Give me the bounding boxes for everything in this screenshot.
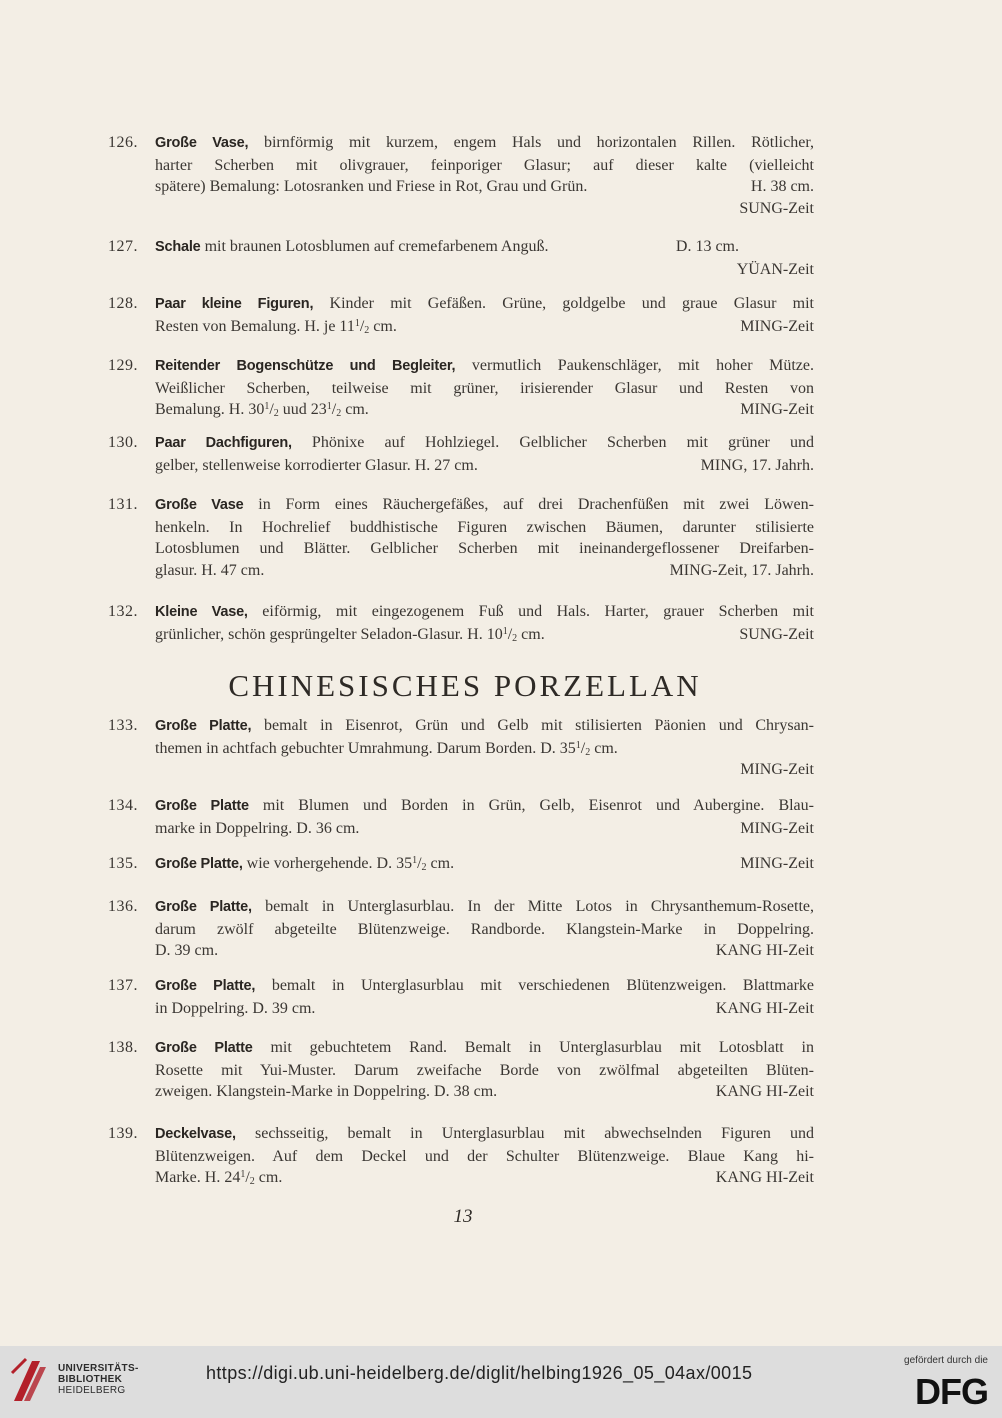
entry-text (155, 975, 814, 1019)
item-title: Große Platte, (155, 899, 252, 915)
fraction-half: $^1/_2$ (575, 739, 591, 758)
entry-text (155, 132, 814, 219)
dating-or-size: SUNG-Zeit (739, 625, 814, 643)
entry-line (155, 1146, 814, 1168)
entry-line (155, 624, 814, 646)
entry-text (155, 1037, 814, 1103)
line-text: Lotosblumen und Blätter. Gelblicher Scherben mit ineinandergeflossener Dreifarben- (155, 540, 814, 557)
entry-number: 134. (108, 797, 138, 814)
line-text: henkeln. In Hochrelief buddhistische Figuren zwischen Bäumen, darunter stilisierte (155, 518, 814, 536)
line-text: Große Platte, bemalt in Eisenrot, Grün und Gelb mit stilisierten Päonien und Chrysan- (155, 717, 815, 734)
line-text: Paar kleine Figuren, Kinder mit Gefäßen. Grüne, goldgelbe und graue Glasur mit (155, 295, 814, 312)
entry-number: 131. (108, 496, 138, 513)
entry-line (155, 293, 814, 316)
line-text: Große Platte mit Blumen und Borden in Grün, Gelb, Eisenrot und Aubergine. Blau- (155, 797, 814, 814)
line-text: Deckelvase, sechsseitig, bemalt in Unterglasurblau mit abwechselnden Figuren und (155, 1125, 814, 1142)
item-title: Große Vase, (155, 135, 249, 151)
catalog-entry (108, 601, 814, 645)
item-title: Große Platte, (155, 718, 252, 734)
catalog-entry (108, 236, 814, 280)
entry-line (155, 538, 814, 560)
dating-or-size: YÜAN-Zeit (736, 260, 814, 278)
entry-text (155, 432, 814, 476)
dating-or-size: MING-Zeit, 17. Jahrh. (669, 561, 814, 579)
entry-line (155, 919, 814, 941)
footer-bar (0, 1346, 1002, 1418)
line-text: Blütenzweigen. Auf dem Deckel und der Schulter Blütenzweige. Blaue Kang hi- (155, 1147, 814, 1165)
entry-number: 127. (108, 238, 138, 255)
line-text: Reitender Bogenschütze und Begleiter, vermutlich Paukenschläger, mit hoher Mütze. (155, 357, 814, 374)
catalog-entry (108, 132, 814, 219)
entry-line (155, 1123, 814, 1146)
library-logo-text (58, 1363, 139, 1396)
fraction-half: $^1/_2$ (354, 317, 370, 336)
entry-line (155, 198, 814, 220)
line-text: darum zwölf abgeteilte Blütenzweige. Randborde. Klangstein-Marke in Doppelring. (155, 920, 814, 938)
line-text: Kleine Vase, eiförmig, mit eingezogenem Fuß und Hals. Harter, grauer Scherben mit (155, 603, 814, 620)
item-title: Reitender Bogenschütze und Begleiter, (155, 358, 456, 374)
dating-or-size: H. 38 cm. (750, 178, 814, 195)
item-title: Große Vase (155, 497, 244, 513)
dating-or-size: KANG HI-Zeit (715, 999, 814, 1017)
entry-line (155, 399, 814, 421)
entry-line (155, 998, 814, 1020)
catalog-entry (108, 355, 814, 421)
catalog-entry (108, 432, 814, 476)
line-text: themen in achtfach gebuchter Umrahmung. Darum Borden. D. $35^1/_2$ cm. (155, 739, 618, 758)
catalog-entry (108, 795, 814, 839)
line-text: Weißlicher Scherben, teilweise mit grüner, irisierender Glasur und Resten von (155, 379, 814, 397)
item-title: Paar Dachfiguren, (155, 435, 292, 451)
entry-line (155, 316, 814, 338)
line-text: Bemalung. H. $30^1/_2$ uud $23^1/_2$ cm. (155, 401, 369, 419)
dating-or-size: KANG HI-Zeit (715, 1083, 814, 1100)
entry-text (155, 355, 814, 421)
entry-number: 135. (108, 855, 138, 872)
entry-number: 126. (108, 134, 138, 151)
entry-line (155, 853, 814, 876)
entry-number: 128. (108, 295, 138, 312)
entry-number: 137. (108, 977, 138, 994)
dating-or-size: MING-Zeit (740, 317, 814, 335)
dating-or-size: MING-Zeit (740, 819, 814, 837)
line-text: spätere) Bemalung: Lotosranken und Friese in Rot, Grau und Grün. (155, 178, 588, 195)
line-text: marke in Doppelring. D. 36 cm. (155, 819, 360, 837)
line-text: zweigen. Klangstein-Marke in Doppelring. D. 38 cm. (155, 1083, 498, 1100)
item-title: Große Platte (155, 798, 249, 814)
entry-text (155, 795, 814, 839)
entry-line (155, 155, 814, 177)
entry-line (155, 601, 814, 624)
entry-line (155, 432, 814, 455)
entry-number: 138. (108, 1039, 138, 1056)
entry-number: 130. (108, 434, 138, 451)
section-heading: CHINESISCHES PORZELLAN (228, 668, 702, 703)
line-text: Große Platte, bemalt in Unterglasurblau mit verschiedenen Blütenzweigen. Blattmarke (155, 977, 814, 994)
entry-line (155, 1167, 814, 1189)
entry-text (155, 715, 814, 781)
item-title: Schale (155, 239, 201, 255)
entry-line (155, 940, 814, 962)
line-text: Große Platte mit gebuchtetem Rand. Bemalt in Unterglasurblau mit Lotosblatt in (155, 1039, 814, 1056)
entry-line (155, 1081, 814, 1103)
entry-line (155, 236, 814, 259)
entry-number: 132. (108, 603, 138, 620)
dating-or-size: MING-Zeit (740, 855, 814, 872)
catalog-entry (108, 975, 814, 1019)
dating-or-size: MING, 17. Jahrh. (700, 456, 814, 474)
line-text: Resten von Bemalung. H. je $11^1/_2$ cm. (155, 317, 397, 336)
line-text: in Doppelring. D. 39 cm. (155, 999, 316, 1017)
fraction-half: $^1/_2$ (240, 1169, 255, 1187)
line-text: Paar Dachfiguren, Phönixe auf Hohlziegel. Gelblicher Scherben mit grüner und (155, 434, 814, 451)
line-text: Rosette mit Yui-Muster. Darum zweifache Borde von zwölfmal abgeteilten Blüten- (155, 1061, 814, 1079)
item-title: Große Platte, (155, 978, 256, 994)
entry-line (155, 818, 814, 840)
line-text: Schale mit braunen Lotosblumen auf cremefarbenem Anguß. (155, 238, 549, 255)
dating-or-size: KANG HI-Zeit (715, 942, 814, 959)
fraction-half: $^1/_2$ (326, 401, 342, 419)
item-title: Kleine Vase, (155, 604, 248, 620)
dating-or-size: SUNG-Zeit (739, 199, 814, 217)
item-title: Deckelvase, (155, 1126, 236, 1142)
line-text: Große Vase in Form eines Räuchergefäßes, auf drei Drachenfüßen mit zwei Löwen- (155, 496, 814, 513)
catalog-entry (108, 715, 814, 781)
line-text: glasur. H. 47 cm. (155, 561, 265, 579)
item-title: Große Platte, (155, 856, 243, 872)
entry-line (155, 455, 814, 477)
line-text: Große Vase, birnförmig mit kurzem, engem Hals und horizontalen Rillen. Rötlicher, (155, 134, 815, 151)
catalog-entry (108, 293, 814, 337)
entry-line (155, 759, 814, 781)
dating-or-size: MING-Zeit (740, 401, 814, 418)
dating-or-size: D. 13 cm. (675, 238, 739, 255)
entry-line (155, 259, 814, 281)
catalog-entry (108, 896, 814, 962)
fraction-half: $^1/_2$ (264, 401, 279, 419)
entry-text (155, 853, 814, 876)
entry-line (155, 795, 814, 818)
line-text: gelber, stellenweise korrodierter Glasur. H. 27 cm. (155, 456, 478, 474)
entry-line (155, 378, 814, 400)
logo-line-3: HEIDELBERG (58, 1385, 126, 1396)
dating-or-size: MING-Zeit (740, 761, 814, 778)
document-url-link[interactable]: https://digi.ub.uni-heidelberg.de/diglit/helbing1926_05_04ax/0015 (206, 1363, 753, 1383)
entry-line (155, 975, 814, 998)
logo-line-2: BIBLIOTHEK (58, 1374, 123, 1385)
entry-line (155, 738, 814, 760)
entry-line (155, 715, 814, 738)
line-text: Marke. H. $24^1/_2$ cm. (155, 1169, 283, 1187)
entry-line (155, 1037, 814, 1060)
line-text: harter Scherben mit olivgrauer, feinporiger Glasur; auf dieser kalte (vielleicht (155, 156, 814, 174)
item-title: Große Platte (155, 1040, 253, 1056)
entry-line (155, 176, 814, 198)
entry-number: 129. (108, 357, 138, 374)
entry-line (155, 494, 814, 517)
catalog-entry (108, 1037, 814, 1103)
fraction-half: $^1/_2$ (412, 855, 427, 873)
entry-line (155, 560, 814, 582)
catalog-entry (108, 853, 814, 876)
entry-text (155, 1123, 814, 1189)
logo-line-1: UNIVERSITÄTS- (58, 1363, 139, 1374)
catalog-entry (108, 494, 814, 581)
fraction-half: $^1/_2$ (502, 625, 518, 644)
entry-number: 139. (108, 1125, 138, 1142)
entry-line (155, 355, 814, 378)
entry-line (155, 517, 814, 539)
entry-number: 133. (108, 717, 138, 734)
entry-text (155, 236, 814, 280)
line-text: Große Platte, wie vorhergehende. D. $35^1/_2$ cm. (155, 855, 455, 873)
line-text: Große Platte, bemalt in Unterglasurblau. In der Mitte Lotos in Chrysanthemum-Rosette, (155, 898, 815, 915)
funding-note: gefördert durch die (904, 1355, 988, 1366)
entry-text (155, 601, 814, 645)
entry-text (155, 494, 814, 581)
entry-line (155, 1060, 814, 1082)
entry-text (155, 896, 814, 962)
entry-text (155, 293, 814, 337)
catalog-entry (108, 1123, 814, 1189)
entry-line (155, 896, 814, 919)
item-title: Paar kleine Figuren, (155, 296, 314, 312)
line-text: D. 39 cm. (155, 942, 219, 959)
line-text: grünlicher, schön gesprüngelter Seladon-Glasur. H. $10^1/_2$ cm. (155, 625, 545, 644)
entry-number: 136. (108, 898, 138, 915)
library-logo-icon (10, 1355, 50, 1405)
page-number: 13 (453, 1206, 473, 1227)
dating-or-size: KANG HI-Zeit (715, 1169, 814, 1186)
dfg-logo: DFG (915, 1371, 988, 1412)
entry-line (155, 132, 814, 155)
